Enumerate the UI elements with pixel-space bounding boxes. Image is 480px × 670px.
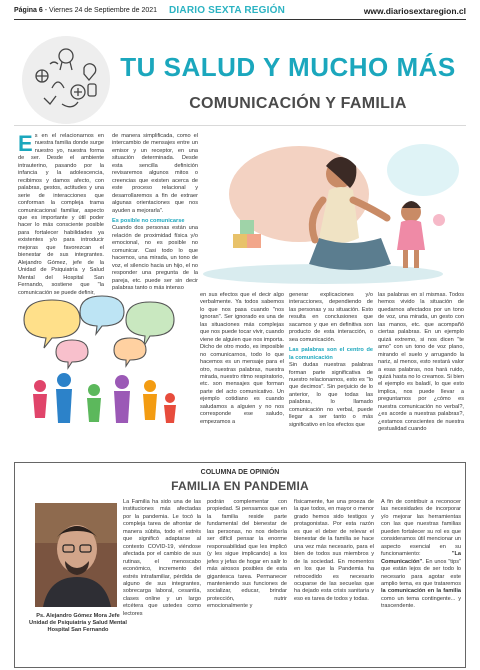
drop-cap: E (18, 131, 33, 156)
family-speech-bubbles-illustration (14, 290, 184, 440)
opinion-column-3: físicamente, fue una proeza de la que todos, en mayor o menor grado hemos sido testigos y protagonistas. Por esta razón es que el deber de relevar el bienestar de la familia se hace una vez más necesario, para el bien de todos sus miembros y de la sociedad. En momentos en los que la Pandemia ha retrocedido es necesario ocuparse de las secuelas que ha dejado esta crisis sanitaria y eso es tarea de todos y todas. (294, 499, 374, 602)
article-column-5: las palabras en sí mismas. Todos hemos vivido la situación de quedarnos afectados por un tono de voz, una mirada, un gesto con las manos, etc. que acompañó ciertas palabras. En un ejemplo quizá extremo, si nos dicen "te amo" con un tono de voz plano, mirando el suelo y arrugando la nariz, al menos, esto restará valor a esas palabras, nos hará ruido, quizá hasta no lo creamos. Si bien el ejemplo es baladí, lo que esto implica, nos puede llevar a preguntarnos por ¿cómo es nuestra comunicación no verbal?, ¿es acorde a nuestras palabras?, ¿estamos conscientes de nuestra gestualidad cuando (378, 292, 464, 433)
opinion-column-2: podrán complementar con propiedad. Si pensamos que en la familia reside parte fundamental del bienestar de las personas, no nos debería ser difícil pensar la enorme responsabilidad que les implicó (y les sigue implicando) a los jefes y jefas de hogar en salir lo más airosos posibles de esta gigantesca tarea. Permanecer manteniendo sus funciones de socializar, educar, brindar protección, nutrir emocionalmente y (207, 499, 287, 610)
opinion-kicker: COLUMNA DE OPINIÓN (200, 469, 280, 476)
article-column-3: en sus efectos que el decir algo verbalmente. Ya todos sabemos lo que nos pasa cuando "nos ignoran". Ser ignorado es una de las situaciones más complejas que nos puede tocar vivir, cuando viene de alguien que nos importa. Dicho de otro modo, es imposible no comunicarnos, todo lo que hacemos es un mensaje para el otro, nuestras palabras, nuestra mirada, nuestro ritmo respiratorio, etc. son mensajes que forman parte del acto comunicativo. Un ejemplo cotidiano es cuando saludamos a alguien y no nos corresponde ese saludo, empezamos a (200, 292, 284, 425)
article-column-2: de manera simplificada, como el intercambio de mensajes entre un emisor y un receptor, en una situación determinada. Desde esta sencilla definición revisaremos algunos mitos o creencias que existen acerca de este proceso relacional y desarrollaremos a fin de extraer algunas orientaciones que nos ayuden a mejorarla". Es posible no comunicarse Cuando dos personas están una relación de proximidad física y/o emocional, no es posible no comunicar. Casi todo lo que hacemos, una mirada, un tono de voz, el silencio hacia un hijo, el no responder una pregunta de la pareja, etc. puede ser sin decir palabras tanto o más intenso (112, 133, 198, 292)
article-subtitle: COMUNICACIÓN Y FAMILIA (189, 95, 407, 112)
article-title: TU SALUD Y MUCHO MÁS (120, 52, 456, 82)
mother-child-illustration (203, 134, 465, 286)
opinion-column-4: A fin de contribuir a reconocer las necesidades de incorporar y/o mejorar las herramientas con las que nuestras familias pueden fortalecer su rol es que consideramos útil mencionar un aspecto esencial en su funcionamiento: "La Comunicación". En unos "tips" que están lejos de ser todo lo necesario para agotar este amplio tema, es que trataremos la comunicación en la familia como un tema contingente... y trascendente. (381, 499, 461, 610)
author-photo (35, 503, 117, 607)
website-url[interactable]: www.diariosextaregion.cl (363, 6, 466, 16)
publication-name: DIARIO SEXTA REGIÓN (169, 5, 286, 16)
page-info: Página 6 - Viernes 24 de Septiembre de 2021 (14, 7, 158, 14)
article-column-4: generar explicaciones y/o interacciones, dependiendo de las personas y su situación. Esto resulta en conclusiones que sacamos y que en definitiva son producto de esta interacción, o sea comunicación. Las palabras son el centro de la comunicación Sin dudas nuestras palabras forman parte significativa de nuestro relacionarnos, esto es "lo que decimos". Sin perjuicio de lo anterior, lo que todas las palabras, lo llamado comunicación no verbal, puede llegar a ser tanto o más significativo en los efectos que (289, 292, 373, 428)
opinion-column-box (14, 462, 466, 668)
author-caption: Ps. Alejandro Gómez Mora Jefe Unidad de Psiquiatría y Salud Mental Hospital San Fernando (29, 613, 127, 634)
opinion-column-1: La Familia ha sido una de las instituciones más afectadas por la pandemia. Le tocó la compleja tarea de afrontar de manera súbita, todo el estrés que significó adaptarse al contexto COVID-19, viéndose afectada por el cambio de sus rutinas, el menoscabo económico, incremento del estrés intrafamiliar, pérdida de alguno de sus integrantes, sobrecarga laboral, cesantía, clases online y un largo etcétera que ustedes como lectores (123, 499, 201, 617)
divider (14, 125, 466, 126)
opinion-title: FAMILIA EN PANDEMIA (171, 479, 309, 493)
health-section-logo (22, 36, 110, 124)
page-header (14, 6, 466, 20)
subheading-palabras: Las palabras son el centro de la comunicación (289, 347, 373, 361)
subheading-no-comunicarse: Es posible no comunicarse (112, 217, 185, 224)
article-column-1: Es en el relacionarnos en nuestra familia donde surge nuestro yo, nuestra forma de ser. Desde el ambiente intrauterino, pasando por la infancia y la adolescencia, recibimos y damos afecto, con palabras, gestos, actitudes y una serie de interacciones que conforman la compleja trama comunicacional familiar, aspecto que es importante y útil poder hacer lo más consciente posible para fortalecer habilidades ya existentes y/o para introducir mejoras que favorezcan el bienestar de sus integrantes. Alejandro Gómez, jefe de la Unidad de Psiquiatría y Salud Mental del Hospital San Fernando, sostiene que "la comunicación se puede definir, (18, 131, 104, 296)
